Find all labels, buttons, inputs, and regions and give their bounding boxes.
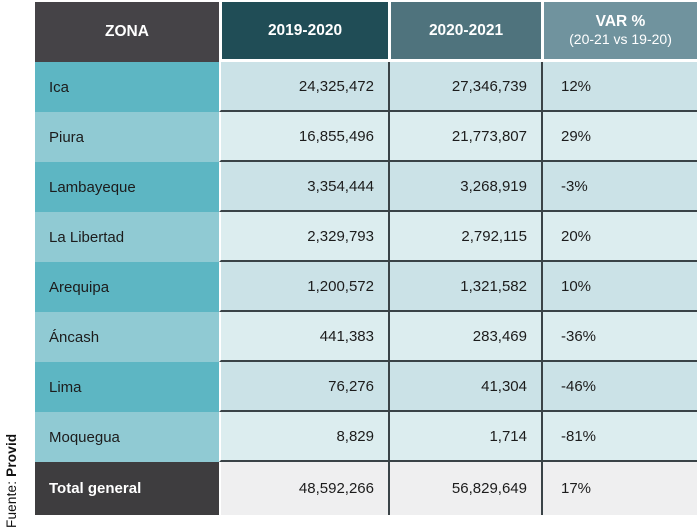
header-var-main: VAR % [595, 13, 646, 31]
value-2020-2021-moquegua: 1,714 [388, 412, 541, 462]
source-note-prefix: Fuente: [4, 476, 19, 528]
value-2020-2021-piura: 21,773,807 [388, 112, 541, 162]
value-2019-2020-la-libertad: 2,329,793 [219, 212, 388, 262]
zone-name-piura: Piura [35, 112, 219, 162]
value-2019-2020-moquegua: 8,829 [219, 412, 388, 462]
value-2019-2020-piura: 16,855,496 [219, 112, 388, 162]
var-percent-ancash: -36% [541, 312, 697, 362]
var-percent-la-libertad: 20% [541, 212, 697, 262]
header-var-percent [541, 2, 697, 62]
header-zone: ZONA [35, 2, 219, 62]
header-period-2019-2020: 2019-2020 [219, 2, 388, 62]
value-2020-2021-la-libertad: 2,792,115 [388, 212, 541, 262]
zone-name-lambayeque: Lambayeque [35, 162, 219, 212]
value-2019-2020-arequipa: 1,200,572 [219, 262, 388, 312]
var-percent-lima: -46% [541, 362, 697, 412]
value-2020-2021-ancash: 283,469 [388, 312, 541, 362]
value-2019-2020-lima: 76,276 [219, 362, 388, 412]
var-percent-lambayeque: -3% [541, 162, 697, 212]
zone-name-arequipa: Arequipa [35, 262, 219, 312]
zones-data-table [35, 2, 697, 515]
zone-name-ica: Ica [35, 62, 219, 112]
header-period-2020-2021: 2020-2021 [388, 2, 541, 62]
zone-name-lima: Lima [35, 362, 219, 412]
zone-name-ancash: Áncash [35, 312, 219, 362]
total-value-2019-2020: 48,592,266 [219, 462, 388, 515]
source-note [4, 386, 19, 528]
total-row-label: Total general [35, 462, 219, 515]
value-2020-2021-lambayeque: 3,268,919 [388, 162, 541, 212]
value-2019-2020-ica: 24,325,472 [219, 62, 388, 112]
var-percent-piura: 29% [541, 112, 697, 162]
zone-name-la-libertad: La Libertad [35, 212, 219, 262]
var-percent-ica: 12% [541, 62, 697, 112]
source-note-name: Provid [4, 433, 19, 477]
value-2020-2021-ica: 27,346,739 [388, 62, 541, 112]
value-2020-2021-lima: 41,304 [388, 362, 541, 412]
value-2020-2021-arequipa: 1,321,582 [388, 262, 541, 312]
var-percent-arequipa: 10% [541, 262, 697, 312]
value-2019-2020-lambayeque: 3,354,444 [219, 162, 388, 212]
var-percent-moquegua: -81% [541, 412, 697, 462]
value-2019-2020-ancash: 441,383 [219, 312, 388, 362]
header-var-sub: (20-21 vs 19-20) [569, 31, 672, 48]
zone-name-moquegua: Moquegua [35, 412, 219, 462]
total-value-2020-2021: 56,829,649 [388, 462, 541, 515]
total-var-percent: 17% [541, 462, 697, 515]
